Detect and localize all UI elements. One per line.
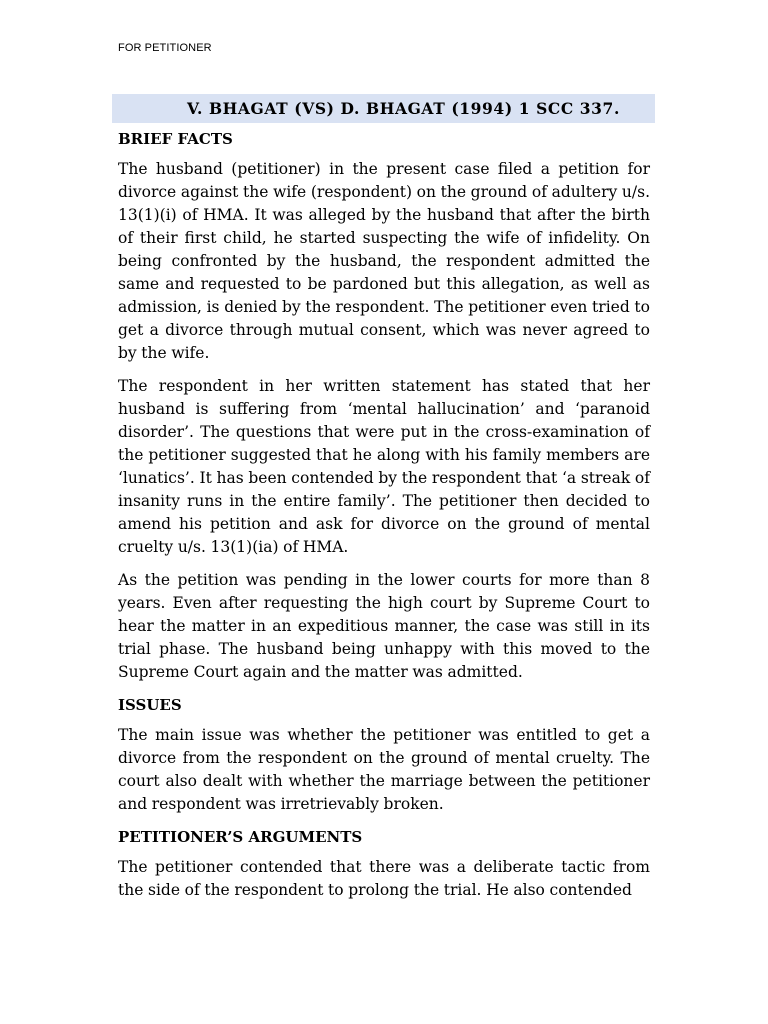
brief-facts-paragraph-1: The husband (petitioner) in the present case filed a petition for divorce against the wife (respondent) on the ground of adultery u/s. 13(1)(i) of HMA. It was alleged by the husband that after the birth of their first child, he started suspecting the wife of infidelity. On being confronted by the husband, the respondent admitted the same and requested to be pardoned but this allegation, as well as admission, is denied by the respondent. The petitioner even tried to get a divorce through mutual consent, which was never agreed to by the wife. — [118, 160, 650, 362]
running-header: FOR PETITIONER — [118, 42, 212, 54]
section-heading-brief-facts: BRIEF FACTS — [118, 130, 233, 148]
section-heading-petitioners-arguments: PETITIONER’S ARGUMENTS — [118, 828, 363, 846]
section-heading-issues: ISSUES — [118, 696, 182, 714]
issues-paragraph-1: The main issue was whether the petitioner was entitled to get a divorce from the respondent on the ground of mental cruelty. The court also dealt with whether the marriage between the petitioner and respondent was irretrievably broken. — [118, 726, 650, 813]
petitioners-arguments-paragraph-1: The petitioner contended that there was a deliberate tactic from the side of the respondent to prolong the trial. He also contended — [118, 858, 650, 899]
document-body — [118, 128, 650, 912]
brief-facts-paragraph-2: The respondent in her written statement has stated that her husband is suffering from ‘mental hallucination’ and ‘paranoid disorder’. The questions that were put in the cross-examination of the petitioner suggested that he along with his family members are ‘lunatics’. It has been contended by the respondent that ‘a streak of insanity runs in the entire family’. The petitioner then decided to amend his petition and ask for divorce on the ground of mental cruelty u/s. 13(1)(ia) of HMA. — [118, 377, 650, 556]
case-title: V. BHAGAT (VS) D. BHAGAT (1994) 1 SCC 337. — [187, 99, 620, 118]
case-title-band — [112, 94, 655, 123]
brief-facts-paragraph-3: As the petition was pending in the lower courts for more than 8 years. Even after requesting the high court by Supreme Court to hear the matter in an expeditious manner, the case was still in its trial phase. The husband being unhappy with this moved to the Supreme Court again and the matter was admitted. — [118, 571, 650, 681]
